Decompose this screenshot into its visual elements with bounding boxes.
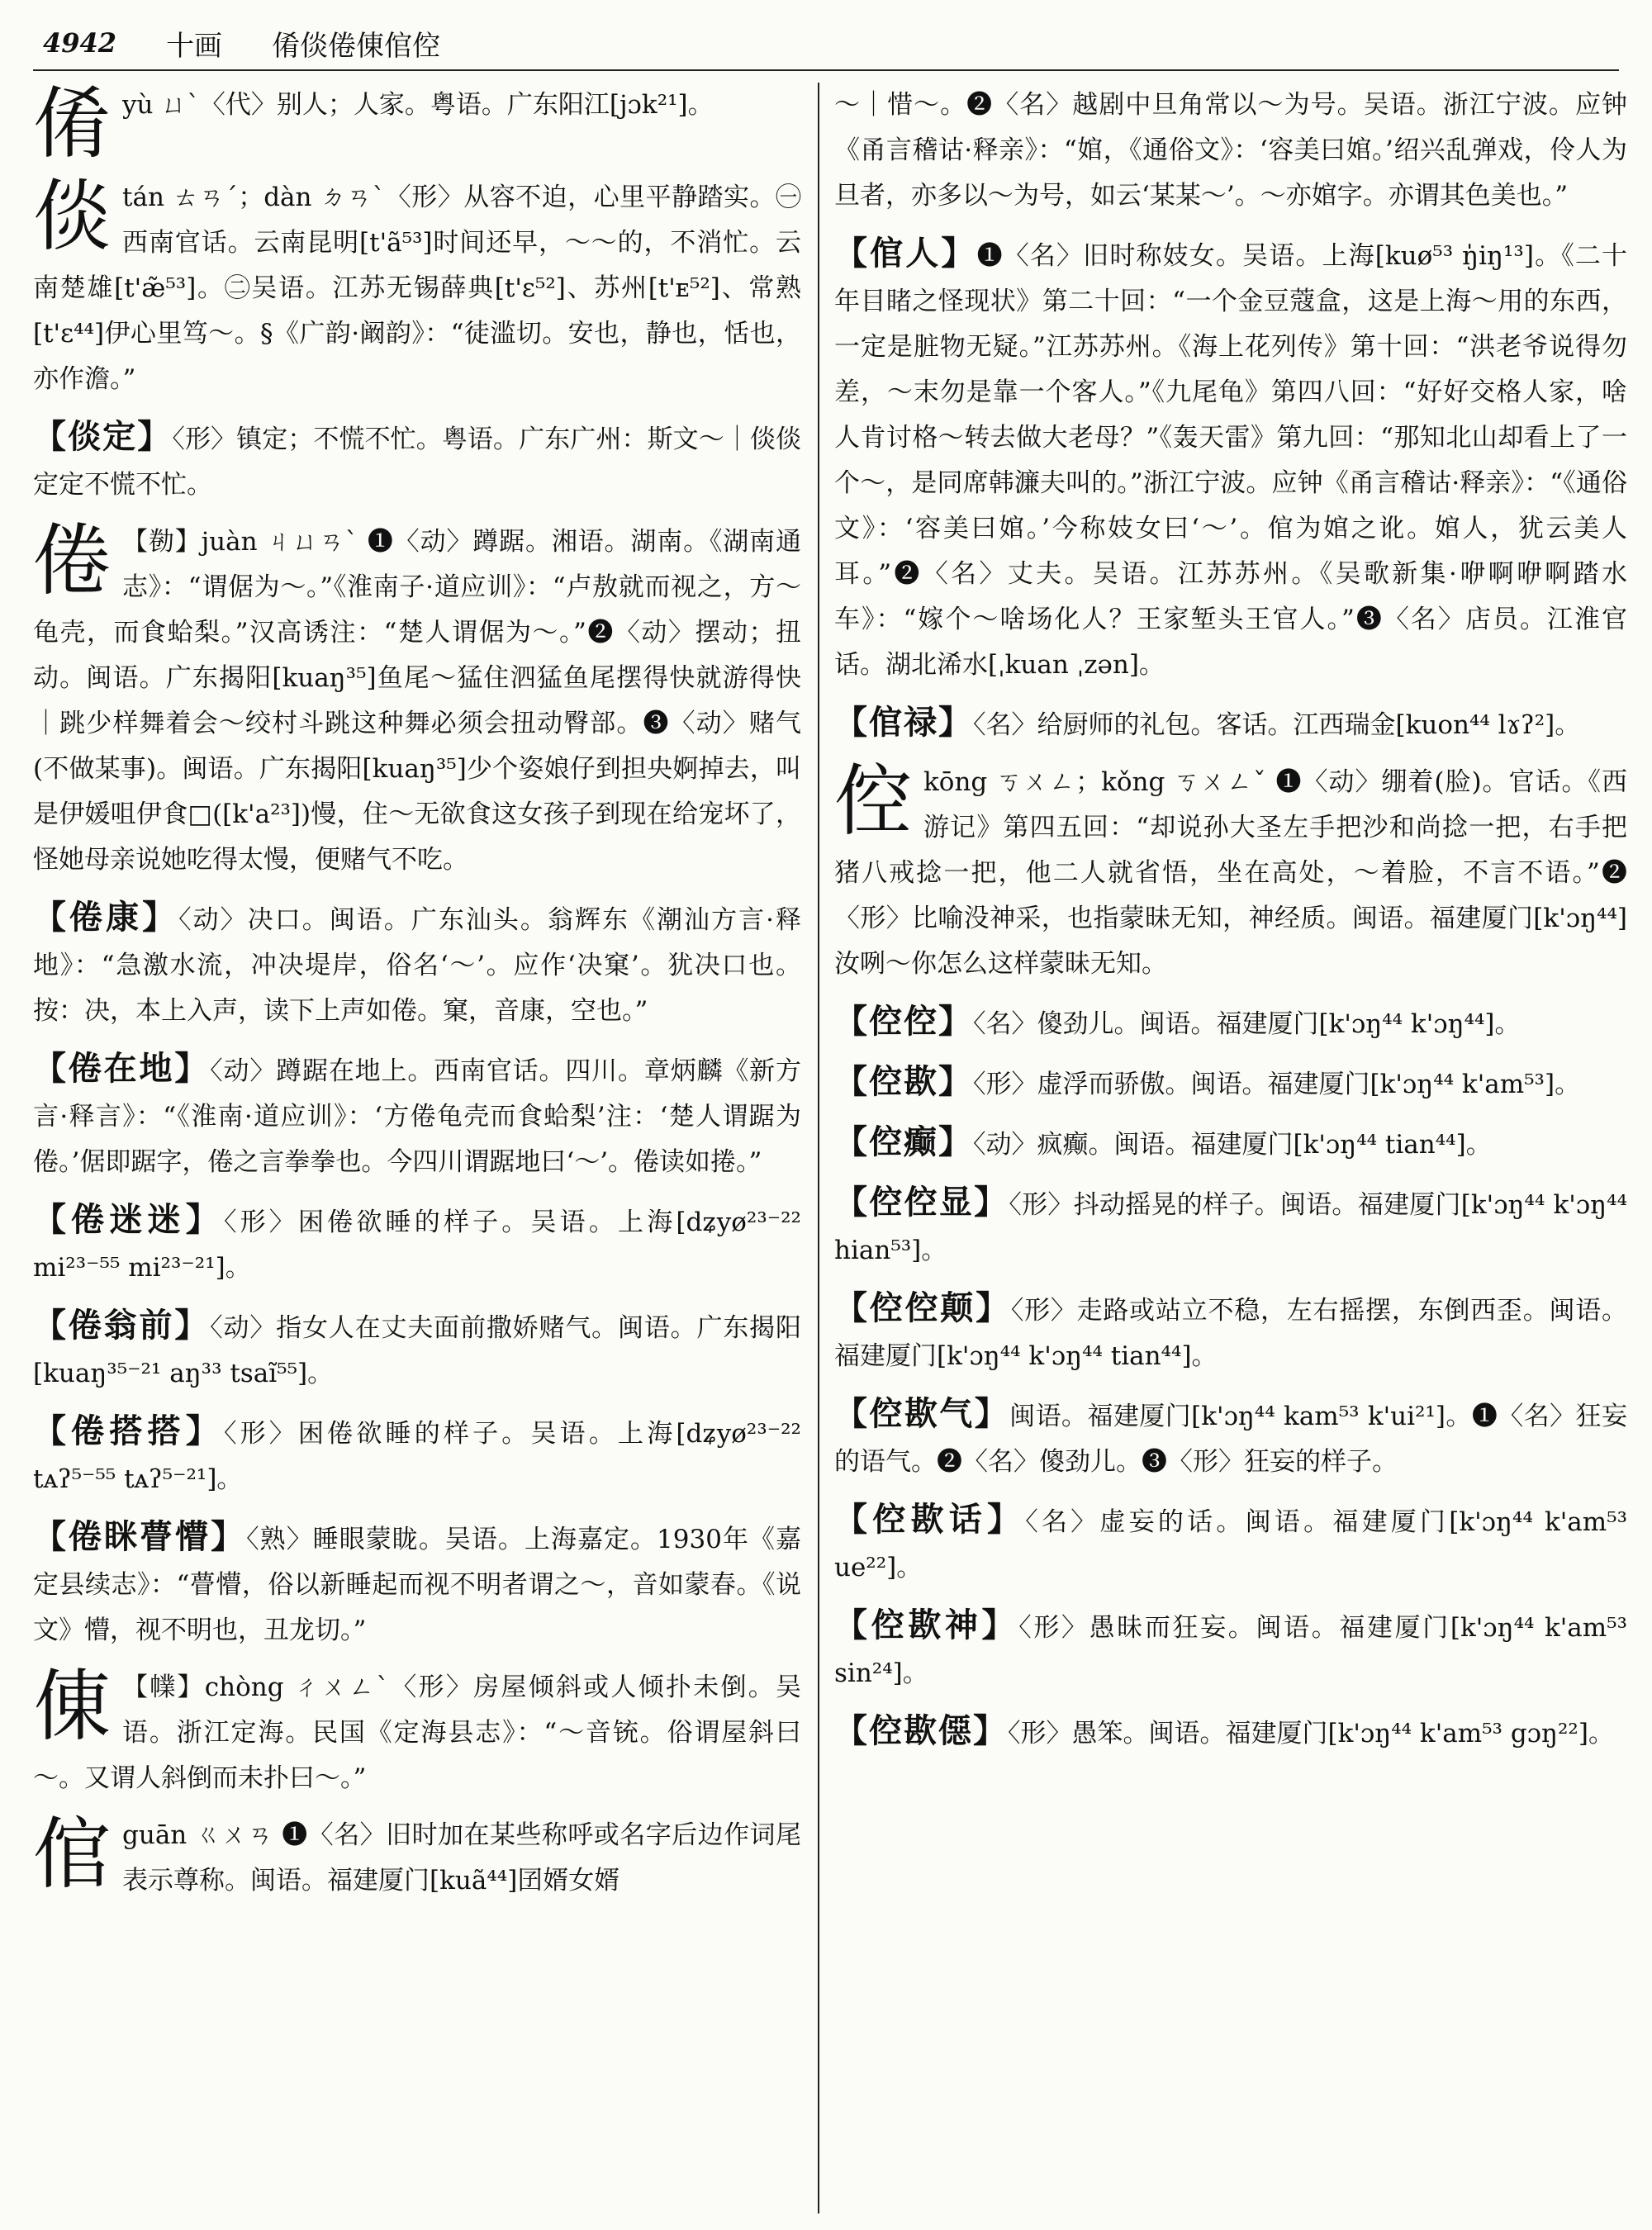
- compound-entry: [834, 1059, 1627, 1108]
- entry-definition: tán ㄊㄢˊ；dàn ㄉㄢˋ〈形〉从容不迫，心里平静踏实。㊀西南官话。云南昆明[t'ã⁵³]时间还早，～～的，不消忙。云南楚雄[t'æ̃⁵³]。㊁吴语。江苏无锡薛典[t'ɛ⁵²]、苏州[t'ᴇ⁵²]、常熟[t'ɛ⁴⁴]伊心里笃～。§《广韵·阚韵》：“徒滥切。安也，静也，恬也，亦作澹。”: [33, 183, 801, 394]
- compound-definition: 〈动〉疯癫。闽语。福建厦门[k'ɔŋ⁴⁴ tian⁴⁴]。: [973, 1130, 1492, 1160]
- compound-headword: 【倥歁僫】: [834, 1711, 1008, 1750]
- compound-headword: 【倦在地】: [33, 1049, 211, 1088]
- dictionary-entry: [33, 172, 801, 402]
- entry-definition: 【㡤】chòng ㄔㄨㄥˋ〈形〉房屋倾斜或人倾扑未倒。吴语。浙江定海。民国《定海县志》：“～音铳。俗谓屋斜曰～。又谓人斜倒而未扑曰～。”: [33, 1672, 801, 1793]
- headword-character: 倄: [33, 83, 112, 169]
- left-column: [33, 83, 801, 2213]
- entry-definition: yù ㄩˋ〈代〉别人；人家。粤语。广东阳江[jɔk²¹]。: [122, 90, 714, 120]
- right-column: [834, 83, 1627, 2213]
- compound-entry: [33, 414, 801, 508]
- compound-entry: [834, 1119, 1627, 1168]
- header-characters: 倄倓倦倲倌倥: [272, 29, 441, 63]
- compound-entry: [834, 1179, 1627, 1274]
- dictionary-entry: [834, 757, 1627, 987]
- compound-headword: 【倌人】: [834, 234, 977, 273]
- compound-definition: 闽语。福建厦门[k'ɔŋ⁴⁴ kam⁵³ k'ui²¹]。❶〈名〉狂妄的语气。❷〈名〉傻劲儿。❸〈形〉狂妄的样子。: [834, 1402, 1627, 1477]
- compound-entry: [33, 1514, 801, 1654]
- compound-entry: [33, 1046, 801, 1185]
- compound-definition: 〈形〉困倦欲睡的样子。吴语。上海[dʑyø²³⁻²² tᴀʔ⁵⁻⁵⁵ tᴀʔ⁵⁻²¹]。: [33, 1419, 801, 1494]
- compound-headword: 【倦翁前】: [33, 1306, 211, 1345]
- compound-entry: [834, 999, 1627, 1047]
- compound-headword: 【倥倥显】: [834, 1183, 1009, 1222]
- compound-headword: 【倥倥】: [834, 1002, 973, 1041]
- compound-headword: 【倦迷迷】: [33, 1200, 224, 1239]
- compound-definition: 〈动〉指女人在丈夫面前撒娇赌气。闽语。广东揭阳[kuaŋ³⁵⁻²¹ aŋ³³ tsaĩ⁵⁵]。: [33, 1313, 801, 1388]
- compound-definition: 〈形〉抖动摇晃的样子。闽语。福建厦门[k'ɔŋ⁴⁴ k'ɔŋ⁴⁴ hian⁵³]。: [834, 1190, 1627, 1265]
- stroke-section: 十画: [166, 29, 223, 63]
- dictionary-entry: [33, 516, 801, 883]
- compound-headword: 【倥倥颠】: [834, 1288, 1011, 1327]
- compound-headword: 【倓定】: [33, 417, 173, 456]
- dictionary-entry: [33, 1662, 801, 1801]
- compound-entry: [834, 1497, 1627, 1591]
- compound-entry: [33, 894, 801, 1034]
- header-rule: [33, 69, 1619, 71]
- compound-headword: 【倥歁神】: [834, 1606, 1019, 1644]
- column-divider: [818, 83, 819, 2213]
- headword-character: 倥: [834, 757, 913, 847]
- headword-character: 倌: [33, 1810, 112, 1900]
- compound-entry: [33, 1197, 801, 1291]
- headword-character: 倲: [33, 1662, 112, 1752]
- compound-definition: ❶〈名〉旧时称妓女。吴语。上海[kuø⁵³ ŋ̍iŋ¹³]。《二十年目睹之怪现状》第二十回：“一个金豆蔻盒，这是上海～用的东西，一定是脏物无疑。”江苏苏州。《海上花列传》第十回：“洪老爷说得勿差，～末勿是靠一个客人。”《九尾龟》第四八回：“好好交格人家，啥人肯讨格～转去做大老母？”《轰天雷》第九回：“那知北山却看上了一个～，是同席韩濂夫叫的。”浙江宁波。应钟《甬言稽诂·释亲》：“《通俗文》：‘容美曰婠。’今称妓女曰‘～’。倌为婠之讹。婠人，犹云美人耳。”❷〈名〉丈夫。吴语。江苏苏州。《吴歌新集·咿啊咿啊踏水车》：“嫁个～啥场化人？王家堑头王官人。”❸〈名〉店员。江淮官话。湖北浠水[ˌkuan ˌzən]。: [834, 241, 1627, 680]
- compound-headword: 【倥歁气】: [834, 1394, 1010, 1433]
- compound-headword: 【倦康】: [33, 898, 179, 937]
- page-number: 4942: [43, 27, 117, 59]
- entry-definition: guān ㄍㄨㄢ ❶〈名〉旧时加在某些称呼或名字后边作词尾表示尊称。闽语。福建厦门[kuã⁴⁴]囝婿女婿: [122, 1820, 801, 1896]
- continued-definition: ～｜惜～。❷〈名〉越剧中旦角常以～为号。吴语。浙江宁波。应钟《甬言稽诂·释亲》：“婠，《通俗文》：‘容美曰婠。’绍兴乱弹戏，伶人为旦者，亦多以～为号，如云‘某某～’。～亦婠字。亦谓其色美也。”: [834, 90, 1627, 211]
- compound-entry: [33, 1302, 801, 1397]
- compound-headword: 【倦搭搭】: [33, 1412, 224, 1450]
- compound-headword: 【倥癫】: [834, 1122, 973, 1161]
- entry-definition: kōng ㄎㄨㄥ；kǒng ㄎㄨㄥˇ ❶〈动〉绷着(脸)。官话。《西游记》第四五回：“却说孙大圣左手把沙和尚捻一把，右手把猪八戒捻一把，他二人就省悟，坐在高处，～着脸，不言不语。”❷〈形〉比喻没神采，也指蒙昧无知，神经质。闽语。福建厦门[k'ɔŋ⁴⁴]汝咧～你怎么这样蒙昧无知。: [834, 767, 1627, 979]
- entry-definition: 【勌】juàn ㄐㄩㄢˋ ❶〈动〉蹲踞。湘语。湖南。《湖南通志》：“谓倨为～。”《淮南子·道应训》：“卢敖就而视之，方～龟壳，而食蛤梨。”汉高诱注：“楚人谓倨为～。”❷〈动〉摆动；扭动。闽语。广东揭阳[kuaŋ³⁵]鱼尾～猛住泗猛鱼尾摆得快就游得快｜跳少样舞着会～绞村斗跳这种舞必须会扭动臀部。❸〈动〉赌气(不做某事)。闽语。广东揭阳[kuaŋ³⁵]少个姿娘仔到担央婀掉去，叫是伊媛咀伊食□([k'a²³])慢，住～无欲食这女孩子到现在给宠坏了，怪她母亲说她吃得太慢，便赌气不吃。: [33, 527, 801, 875]
- compound-definition: 〈形〉愚昧而狂妄。闽语。福建厦门[k'ɔŋ⁴⁴ k'am⁵³ sin²⁴]。: [834, 1613, 1627, 1688]
- compound-entry: [834, 1708, 1627, 1757]
- compound-definition: 〈名〉傻劲儿。闽语。福建厦门[k'ɔŋ⁴⁴ k'ɔŋ⁴⁴]。: [973, 1009, 1521, 1039]
- page-header: [43, 18, 1629, 68]
- compound-headword: 【倥歁】: [834, 1062, 973, 1101]
- compound-definition: 〈熟〉睡眼蒙眬。吴语。上海嘉定。1930年《嘉定县续志》：“瞢懵，俗以新睡起而视不明者谓之～，音如蒙春。《说文》懵，视不明也，丑龙切。”: [33, 1525, 801, 1645]
- compound-definition: 〈名〉给厨师的礼包。客话。江西瑞金[kuon⁴⁴ lɤʔ²]。: [973, 710, 1581, 740]
- compound-entry: [834, 1602, 1627, 1696]
- compound-entry: [834, 1285, 1627, 1379]
- compound-definition: 〈形〉虚浮而骄傲。闽语。福建厦门[k'ɔŋ⁴⁴ k'am⁵³]。: [973, 1070, 1581, 1099]
- compound-definition: 〈名〉虚妄的话。闽语。福建厦门[k'ɔŋ⁴⁴ k'am⁵³ ue²²]。: [834, 1507, 1627, 1582]
- compound-definition: 〈形〉镇定；不慌不忙。粤语。广东广州：斯文～｜倓倓定定不慌不忙。: [33, 425, 801, 500]
- headword-character: 倓: [33, 172, 112, 262]
- compound-headword: 【倌禄】: [834, 703, 973, 742]
- compound-entry: [834, 700, 1627, 748]
- compound-entry: [834, 230, 1627, 688]
- compound-headword: 【倥歁话】: [834, 1500, 1026, 1539]
- dictionary-entry: [33, 83, 801, 169]
- compound-entry: [33, 1408, 801, 1502]
- compound-definition: 〈形〉困倦欲睡的样子。吴语。上海[dʑyø²³⁻²² mi²³⁻⁵⁵ mi²³⁻²¹]。: [33, 1208, 801, 1283]
- dictionary-entry: [33, 1810, 801, 1904]
- compound-definition: 〈动〉蹲踞在地上。西南官话。四川。章炳麟《新方言·释言》：“《淮南·道应训》：‘方倦龟壳而食蛤梨’注：‘楚人谓踞为倦。’倨即踞字，倦之言拳拳也。今四川谓踞地曰‘～’。倦读如捲。”: [33, 1056, 801, 1177]
- compound-entry: [834, 1391, 1627, 1485]
- headword-character: 倦: [33, 516, 112, 606]
- compound-definition: 〈形〉愚笨。闽语。福建厦门[k'ɔŋ⁴⁴ k'am⁵³ gɔŋ²²]。: [1008, 1719, 1614, 1748]
- compound-headword: 【倦眯瞢懵】: [33, 1517, 247, 1556]
- compound-definition: 〈形〉走路或站立不稳，左右摇摆，东倒西歪。闽语。福建厦门[k'ɔŋ⁴⁴ k'ɔŋ⁴⁴ tian⁴⁴]。: [834, 1296, 1627, 1371]
- compound-definition: 〈动〉决口。闽语。广东汕头。翁辉东《潮汕方言·释地》：“急激水流，冲决堤岸，俗名‘～’。应作‘决窠’。犹决口也。按：决，本上入声，读下上声如倦。窠，音康，空也。”: [33, 905, 801, 1026]
